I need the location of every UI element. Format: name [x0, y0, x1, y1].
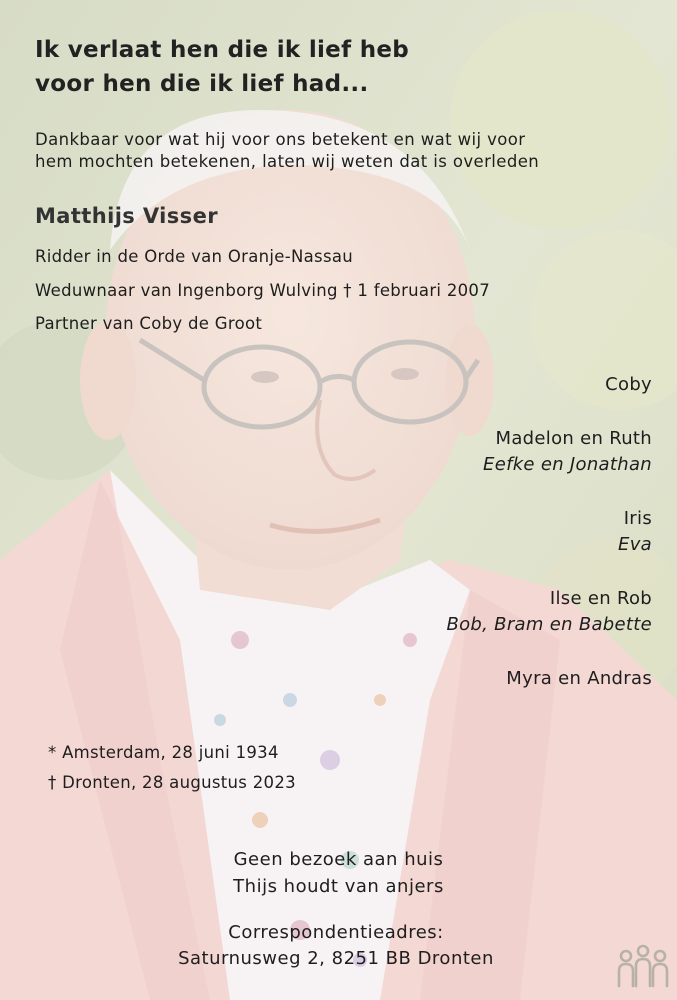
address-line: Saturnusweg 2, 8251 BB Dronten	[178, 948, 494, 969]
family-coby: Coby	[605, 374, 652, 395]
family-figures-logo-icon	[616, 944, 670, 988]
family-iris: Iris	[623, 508, 652, 529]
deceased-honour: Ridder in de Orde van Oranje-Nassau	[35, 247, 354, 266]
intro-line-1: Dankbaar voor wat hij voor ons betekent en wat wij voor	[35, 130, 526, 149]
intro-line-2: hem mochten betekenen, laten wij weten dat is overleden	[35, 152, 540, 171]
family-iris-children: Eva	[618, 534, 652, 555]
deceased-widower: Weduwnaar van Ingenborg Wulving † 1 februari 2007	[35, 281, 491, 300]
family-madelon-children: Eefke en Jonathan	[483, 454, 652, 475]
quote-line-1: Ik verlaat hen die ik lief heb	[35, 37, 410, 63]
deceased-partner: Partner van Coby de Groot	[35, 314, 263, 333]
quote-line-2: voor hen die ik lief had...	[35, 71, 369, 97]
death-date: † Dronten, 28 augustus 2023	[48, 773, 296, 792]
deceased-name: Matthijs Visser	[35, 204, 218, 228]
family-ilse-rob: Ilse en Rob	[549, 588, 652, 609]
family-ilse-children: Bob, Bram en Babette	[446, 614, 652, 635]
address-label: Correspondentieadres:	[228, 922, 444, 943]
family-myra-andras: Myra en Andras	[506, 668, 652, 689]
family-madelon-ruth: Madelon en Ruth	[495, 428, 652, 449]
no-visit-note: Geen bezoek aan huis	[233, 849, 444, 870]
birth-date: * Amsterdam, 28 juni 1934	[48, 743, 279, 762]
carnation-note: Thijs houdt van anjers	[233, 876, 444, 897]
